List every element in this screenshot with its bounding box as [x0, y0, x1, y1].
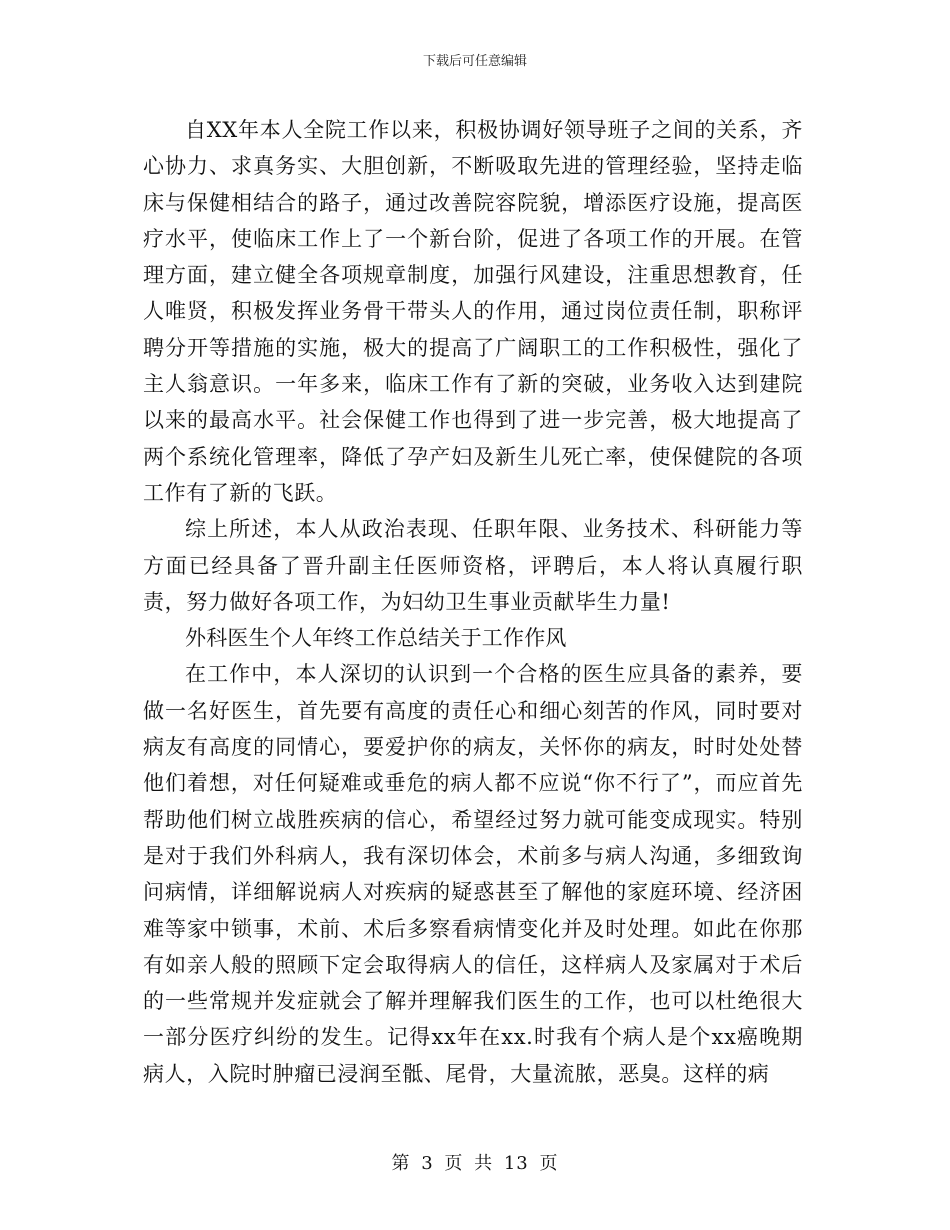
paragraph-management-work: 自XX年本人全院工作以来，积极协调好领导班子之间的关系，齐心协力、求真务实、大胆创新，不断吸取先进的管理经验，坚持走临床与保健相结合的路子，通过改善院容院貌，增添医疗设施，提高医疗水平，使临床工作上了一个新台阶，促进了各项工作的开展。在管理方面，建立健全各项规章制度，加强行风建设，注重思想教育，任人唯贤，积极发挥业务骨干带头人的作用，通过岗位责任制，职称评聘分开等措施的实施，极大的提高了广阔职工的工作积极性，强化了主人翁意识。一年多来，临床工作有了新的突破，业务收入达到建院以来的最高水平。社会保健工作也得到了进一步完善，极大地提高了两个系统化管理率，降低了孕产妇及新生儿死亡率，使保健院的各项工作有了新的飞跃。: [143, 118, 803, 505]
page-header: 下载后可任意编辑: [422, 54, 527, 69]
page-number: 第 3 页 共 13 页: [391, 1153, 559, 1174]
section-heading: 外科医生个人年终工作总结关于工作作风: [185, 626, 567, 651]
document-body: [143, 112, 803, 1092]
paragraph-summary: 综上所述，本人从政治表现、任职年限、业务技术、科研能力等方面已经具备了晋升副主任医师资格，评聘后，本人将认真履行职责，努力做好各项工作，为妇幼卫生事业贡献毕生力量!: [143, 517, 803, 614]
paragraph-work-style: 在工作中，本人深切的认识到一个合格的医生应具备的素养，要做一名好医生，首先要有高度的责任心和细心刻苦的作风，同时要对病友有高度的同情心，要爱护你的病友，关怀你的病友，时时处处替他们着想，对任何疑难或垂危的病人都不应说“你不行了”，而应首先帮助他们树立战胜疾病的信心，希望经过努力就可能变成现实。特别是对于我们外科病人，我有深切体会，术前多与病人沟通，多细致询问病情，详细解说病人对疾病的疑惑甚至了解他的家庭环境、经济困难等家中锁事，术前、术后多察看病情变化并及时处理。如此在你那有如亲人般的照顾下定会取得病人的信任，这样病人及家属对于术后的一些常规并发症就会了解并理解我们医生的工作，也可以杜绝很大一部分医疗纠纷的发生。记得xx年在xx.时我有个病人是个xx癌晚期病人，入院时肿瘤已浸润至骶、尾骨，大量流脓，恶臭。这样的病: [143, 662, 803, 1086]
